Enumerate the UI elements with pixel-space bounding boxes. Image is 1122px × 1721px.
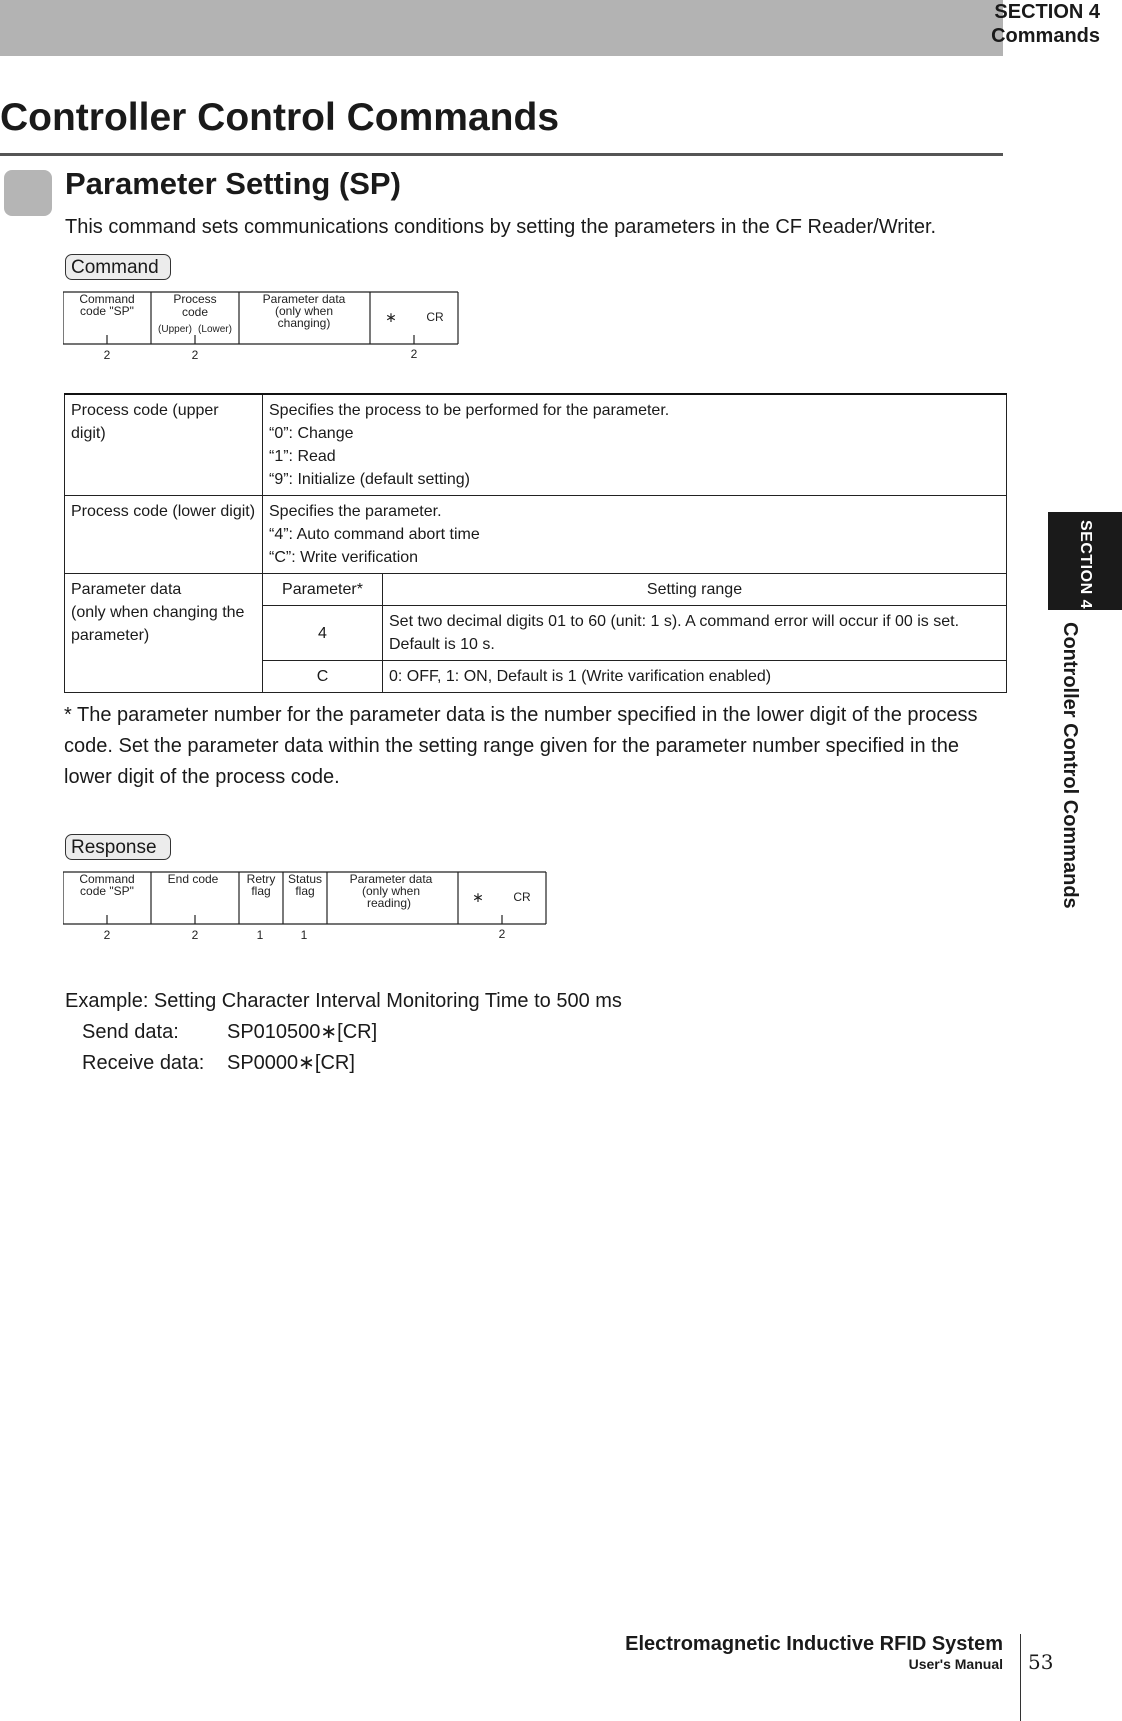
example-send-line <box>65 1017 622 1048</box>
resp-length-2: 2 <box>191 928 199 942</box>
parameter-column-header: Parameter* <box>263 574 383 606</box>
side-chapter-title: Controller Control Commands <box>1059 622 1081 909</box>
example-receive-label: Receive data: <box>82 1052 205 1074</box>
desc-line: Specifies the process to be performed for the parameter. <box>269 402 670 419</box>
resp-terminator-cr: CR <box>513 890 531 904</box>
footer-brand <box>625 1632 1003 1672</box>
cmd-col2-lower: (Lower) <box>198 324 232 335</box>
resp-col1-line2: code "SP" <box>80 884 134 898</box>
section-intro: This command sets communications conditions by setting the parameters in the CF Reader/Writer. <box>65 216 937 238</box>
cmd-col3-line2: (only when <box>274 304 334 318</box>
header-section <box>991 0 1100 48</box>
range-line: Default is 10 s. <box>389 636 495 653</box>
example-send-value: SP010500∗[CR] <box>227 1021 378 1043</box>
table-row <box>65 394 1007 496</box>
side-section-tab <box>1048 512 1122 610</box>
parameter-4: 4 <box>263 606 383 661</box>
parameter-footnote: * The parameter number for the parameter data is the number specified in the lower digit of the process code. Set the parameter data within the setting range given for the parameter number specified in the lower digit of the process code. <box>64 704 978 788</box>
resp-col4-line2: flag <box>295 884 315 898</box>
response-label: Response <box>65 834 171 860</box>
page-title: Controller Control Commands <box>0 96 560 139</box>
range-line: Set two decimal digits 01 to 60 (unit: 1 s). A command error will occur if 00 is set. <box>389 613 960 630</box>
command-label: Command <box>65 254 171 280</box>
desc-line: “4”: Auto command abort time <box>269 526 480 543</box>
page-number: 53 <box>1028 1650 1054 1674</box>
header-chapter: Commands <box>991 25 1100 47</box>
desc-line: “9”: Initialize (default setting) <box>269 471 470 488</box>
parameter-c-range: 0: OFF, 1: ON, Default is 1 (Write varification enabled) <box>383 661 1007 693</box>
cmd-col2-line1: Process <box>173 292 217 306</box>
cmd-terminator-star: ∗ <box>385 309 397 325</box>
example-title: Example: Setting Character Interval Monitoring Time to 500 ms <box>65 990 622 1012</box>
row-desc-lower-digit <box>263 496 1007 574</box>
parameter-4-range <box>383 606 1007 661</box>
resp-length-1: 2 <box>103 928 111 942</box>
resp-col5-line3: reading) <box>366 896 412 910</box>
resp-length-4: 1 <box>300 928 308 942</box>
resp-col1-line1: Command <box>79 872 135 886</box>
desc-line: “0”: Change <box>269 425 354 442</box>
row-label-lower-digit: Process code (lower digit) <box>65 496 263 574</box>
example-receive-value: SP0000∗[CR] <box>227 1052 355 1074</box>
header-section-number: SECTION 4 <box>994 1 1100 23</box>
desc-line: “C”: Write verification <box>269 549 419 566</box>
desc-line: “1”: Read <box>269 448 336 465</box>
cmd-terminator-cr: CR <box>426 310 444 324</box>
parameter-spec-table <box>64 393 1007 693</box>
cmd-length-2: 2 <box>191 348 199 362</box>
footer-divider <box>1020 1634 1021 1721</box>
resp-length-3: 1 <box>256 928 264 942</box>
response-frame-diagram <box>63 870 553 945</box>
title-divider <box>0 153 1003 156</box>
cmd-length-1: 2 <box>103 348 111 362</box>
row-desc-upper-digit <box>263 394 1007 496</box>
parameter-c: C <box>263 661 383 693</box>
resp-col3-line2: flag <box>251 884 271 898</box>
cmd-col1-line1: Command <box>79 292 135 306</box>
example-send-label: Send data: <box>82 1021 179 1043</box>
resp-col5-line2: (only when <box>361 884 421 898</box>
table-row <box>65 574 1007 606</box>
example-block <box>65 986 622 1079</box>
resp-col5-line1: Parameter data <box>349 872 433 886</box>
side-tab-label: SECTION 4 <box>1077 520 1094 609</box>
section-marker <box>4 170 52 216</box>
cmd-length-3: 2 <box>410 347 418 361</box>
section-title: Parameter Setting (SP) <box>65 166 401 201</box>
resp-col4-line1: Status <box>287 872 323 886</box>
setting-range-column-header: Setting range <box>383 574 1007 606</box>
footer-manual: User's Manual <box>908 1656 1003 1672</box>
desc-line: Specifies the parameter. <box>269 503 442 520</box>
example-receive-line <box>65 1048 622 1079</box>
resp-terminator-star: ∗ <box>472 889 484 905</box>
label-line: (only when changing the <box>71 604 245 621</box>
cmd-col3-line1: Parameter data <box>262 292 346 306</box>
label-line: parameter) <box>71 627 150 644</box>
label-line: Parameter data <box>71 581 182 598</box>
header-bar <box>0 0 1003 56</box>
command-frame-diagram <box>63 290 463 365</box>
table-row <box>65 496 1007 574</box>
cmd-col3-line3: changing) <box>277 316 331 330</box>
cmd-col2-upper: (Upper) <box>158 324 192 335</box>
cmd-col1-line2: code "SP" <box>80 304 134 318</box>
footer-product: Electromagnetic Inductive RFID System <box>625 1633 1003 1655</box>
resp-col2: End code <box>167 872 219 886</box>
row-label-parameter-data <box>65 574 263 693</box>
row-label-upper-digit: Process code (upper digit) <box>65 394 263 496</box>
resp-col3-line1: Retry <box>246 872 276 886</box>
cmd-col2-line2: code <box>181 305 209 319</box>
resp-length-5: 2 <box>498 927 506 941</box>
